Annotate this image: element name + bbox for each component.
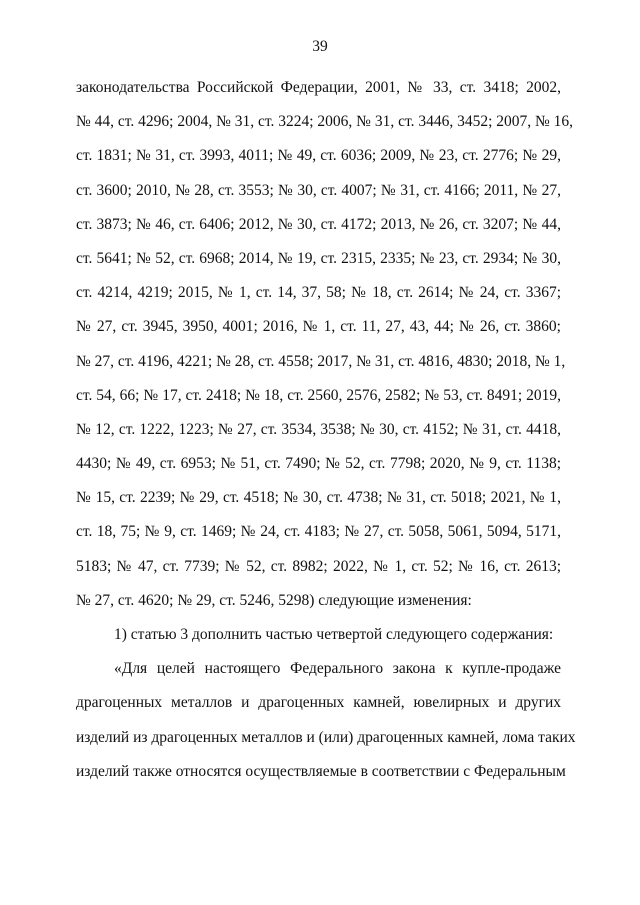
text-line: ст. 3873; № 46, ст. 6406; 2012, № 30, ст. 4172; 2013, № 26, ст. 3207; № 44, <box>76 215 561 233</box>
text-line: № 15, ст. 2239; № 29, ст. 4518; № 30, ст. 4738; № 31, ст. 5018; 2021, № 1, <box>76 489 561 507</box>
text-line: законодательства Российской Федерации, 2001, № 33, ст. 3418; 2002, <box>76 79 561 96</box>
text-line: № 44, ст. 4296; 2004, № 31, ст. 3224; 2006, № 31, ст. 3446, 3452; 2007, № 16, <box>76 113 574 131</box>
text-line: ст. 5641; № 52, ст. 6968; 2014, № 19, ст. 2315, 2335; № 23, ст. 2934; № 30, <box>76 249 561 267</box>
text-line: ст. 54, 66; № 17, ст. 2418; № 18, ст. 2560, 2576, 2582; № 53, ст. 8491; 2019, <box>76 386 561 404</box>
text-line: ст. 3600; 2010, № 28, ст. 3553; № 30, ст. 4007; № 31, ст. 4166; 2011, № 27, <box>76 181 561 199</box>
page-number: 39 <box>312 38 328 55</box>
text-line: № 27, ст. 4620; № 29, ст. 5246, 5298) следующие изменения: <box>76 591 472 609</box>
text-line: ст. 1831; № 31, ст. 3993, 4011; № 49, ст. 6036; 2009, № 23, ст. 2776; № 29, <box>76 147 561 165</box>
text-line: «Для целей настоящего Федерального закона к купле-продаже <box>114 660 561 678</box>
text-line: 5183; № 47, ст. 7739; № 52, ст. 8982; 2022, № 1, ст. 52; № 16, ст. 2613; <box>76 557 561 575</box>
text-line: ст. 4214, 4219; 2015, № 1, ст. 14, 37, 58; № 18, ст. 2614; № 24, ст. 3367; <box>76 284 561 302</box>
text-line: ст. 18, 75; № 9, ст. 1469; № 24, ст. 4183; № 27, ст. 5058, 5061, 5094, 5171, <box>76 523 561 541</box>
text-line: 4430; № 49, ст. 6953; № 51, ст. 7490; № 52, ст. 7798; 2020, № 9, ст. 1138; <box>76 455 561 473</box>
text-line: 1) статью 3 дополнить частью четвертой следующего содержания: <box>114 626 554 643</box>
text-line: драгоценных металлов и драгоценных камней, ювелирных и других <box>76 694 561 712</box>
text-line: № 27, ст. 4196, 4221; № 28, ст. 4558; 2017, № 31, ст. 4816, 4830; 2018, № 1, <box>76 352 566 370</box>
text-line: изделий также относятся осуществляемые в соответствии с Федеральным <box>76 762 566 780</box>
text-line: № 12, ст. 1222, 1223; № 27, ст. 3534, 3538; № 30, ст. 4152; № 31, ст. 4418, <box>76 420 561 438</box>
text-line: изделий из драгоценных металлов и (или) драгоценных камней, лома таких <box>76 728 576 746</box>
text-line: № 27, ст. 3945, 3950, 4001; 2016, № 1, ст. 11, 27, 43, 44; № 26, ст. 3860; <box>76 318 561 336</box>
document-body <box>76 71 576 789</box>
